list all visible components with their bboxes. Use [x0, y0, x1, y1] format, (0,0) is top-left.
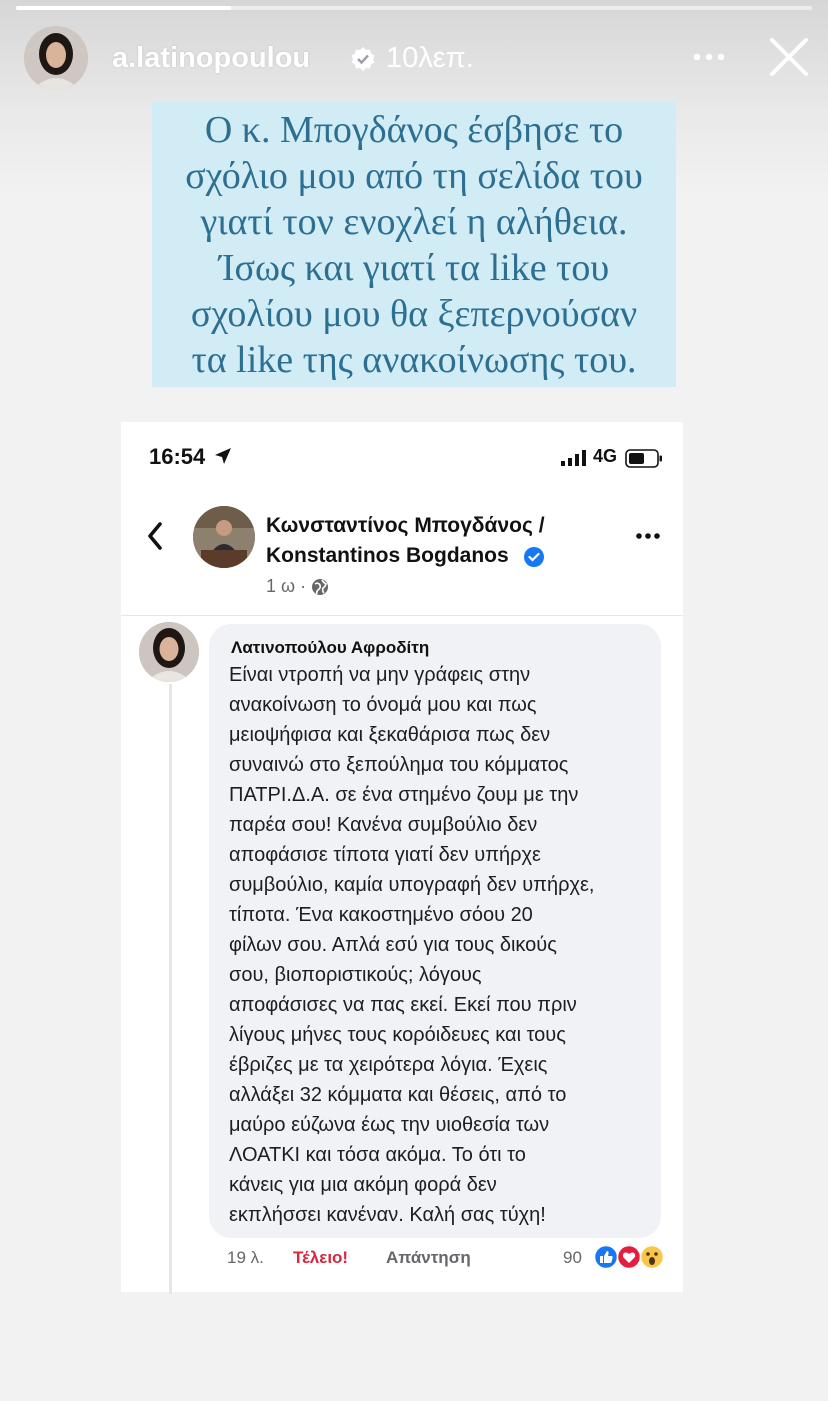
thread-line	[169, 684, 172, 1294]
comment-timestamp: 19 λ.	[227, 1248, 264, 1267]
post-timestamp: 1 ω ·	[266, 576, 307, 596]
comment-text-line: κάνεις για μια ακόμη φορά δεν	[229, 1174, 497, 1196]
reaction-button[interactable]: Τέλειο!	[293, 1248, 349, 1267]
network-type: 4G	[593, 446, 618, 466]
caption-line: σχολίου μου θα ξεπερνούσαν	[190, 293, 638, 335]
reactions-icons[interactable]	[593, 1244, 667, 1270]
comment-text-line: συναινώ στο ξεπούλημα του κόμματος	[229, 754, 569, 776]
verified-badge-icon	[523, 546, 545, 568]
comment-bubble	[209, 624, 661, 1238]
location-arrow-icon	[213, 446, 233, 466]
post-options-icon[interactable]	[635, 532, 661, 540]
commenter-avatar[interactable]	[139, 622, 199, 682]
reaction-count[interactable]: 90	[563, 1248, 582, 1267]
divider	[121, 615, 683, 616]
signal-bars-icon	[561, 450, 587, 466]
comment-text-line: τίποτα. Ένα κακοστημένο σόου 20	[229, 904, 533, 926]
comment-text-line: μειοψήφισα και ξεκαθάρισα πως δεν	[229, 724, 551, 746]
comment-text-line: αλλάξει 32 κόμματα και θέσεις, από το	[229, 1084, 567, 1106]
caption-line: σχόλιο μου από τη σελίδα του	[185, 155, 643, 197]
comment-text-line: σου, βιοποριστικούς; λόγους	[229, 964, 482, 986]
comment-text-line: αποφάσισε τίποτα γιατί δεν υπήρχε	[229, 844, 541, 866]
back-chevron-icon[interactable]	[145, 520, 165, 552]
comment-text-line: έβριζες με τα χειρότερα λόγια. Έχεις	[229, 1054, 548, 1076]
story-progress-fill	[16, 6, 231, 10]
story-time-ago: 10λεπ.	[386, 42, 474, 74]
comment-text-line: λίγους μήνες τους κορόιδευες και τους	[229, 1024, 566, 1046]
comment-text-line: μαύρο εύζωνα έως την υιοθεσία των	[229, 1114, 550, 1136]
post-author-name-latin[interactable]: Konstantinos Bogdanos	[266, 544, 509, 567]
love-reaction-icon	[618, 1246, 641, 1269]
comment-text-line: ανακοίνωση το όνομά μου και πως	[229, 694, 537, 716]
comment-text-line: ΛΟΑΤΚΙ και τόσα ακόμα. Το ότι το	[229, 1144, 526, 1166]
comment-text-line: συμβούλιο, καμία υπογραφή δεν υπήρχε,	[229, 874, 595, 896]
caption-line: τα like της ανακοίνωσης του.	[191, 339, 637, 381]
like-reaction-icon	[595, 1246, 618, 1269]
comment-text-line: φίλων σου. Απλά εσύ για τους δικούς	[229, 934, 557, 956]
post-author-name[interactable]: Κωνσταντίνος Μπογδάνος /	[266, 514, 545, 537]
post-author-avatar[interactable]	[193, 506, 255, 568]
comment-text-line: αποφάσισες να πας εκεί. Εκεί που πριν	[229, 994, 577, 1016]
status-bar-time: 16:54	[149, 444, 206, 469]
embedded-screenshot	[121, 422, 683, 1292]
caption-line: Ο κ. Μπογδάνος έσβησε το	[204, 109, 624, 151]
comment-text-line: Είναι ντροπή να μην γράφεις στην	[229, 664, 531, 686]
globe-icon	[311, 578, 329, 596]
story-user-avatar[interactable]	[24, 26, 88, 90]
caption-line: γιατί τον ενοχλεί η αλήθεια.	[200, 201, 628, 243]
reply-button[interactable]: Απάντηση	[386, 1248, 471, 1267]
comment-author[interactable]: Λατινοπούλου Αφροδίτη	[231, 638, 430, 657]
comment-text-line: παρέα σου! Κανένα συμβούλιο δεν	[229, 814, 538, 836]
more-options-icon[interactable]	[692, 52, 726, 62]
story-username[interactable]: a.latinopoulou	[112, 42, 311, 74]
caption-line: Ίσως και γιατί τα like του	[218, 247, 610, 289]
story-progress-bar	[16, 6, 812, 10]
story-header	[0, 24, 828, 94]
close-icon[interactable]	[766, 34, 812, 80]
verified-badge-icon	[350, 46, 376, 72]
story-caption	[152, 102, 676, 387]
comment-text-line: ΠΑΤΡΙ.Δ.Α. σε ένα στημένο ζουμ με την	[229, 784, 579, 806]
battery-icon	[625, 449, 663, 468]
comment-text-line: εκπλήσσει κανέναν. Καλή σας τύχη!	[229, 1204, 546, 1226]
wow-reaction-icon	[641, 1246, 664, 1269]
